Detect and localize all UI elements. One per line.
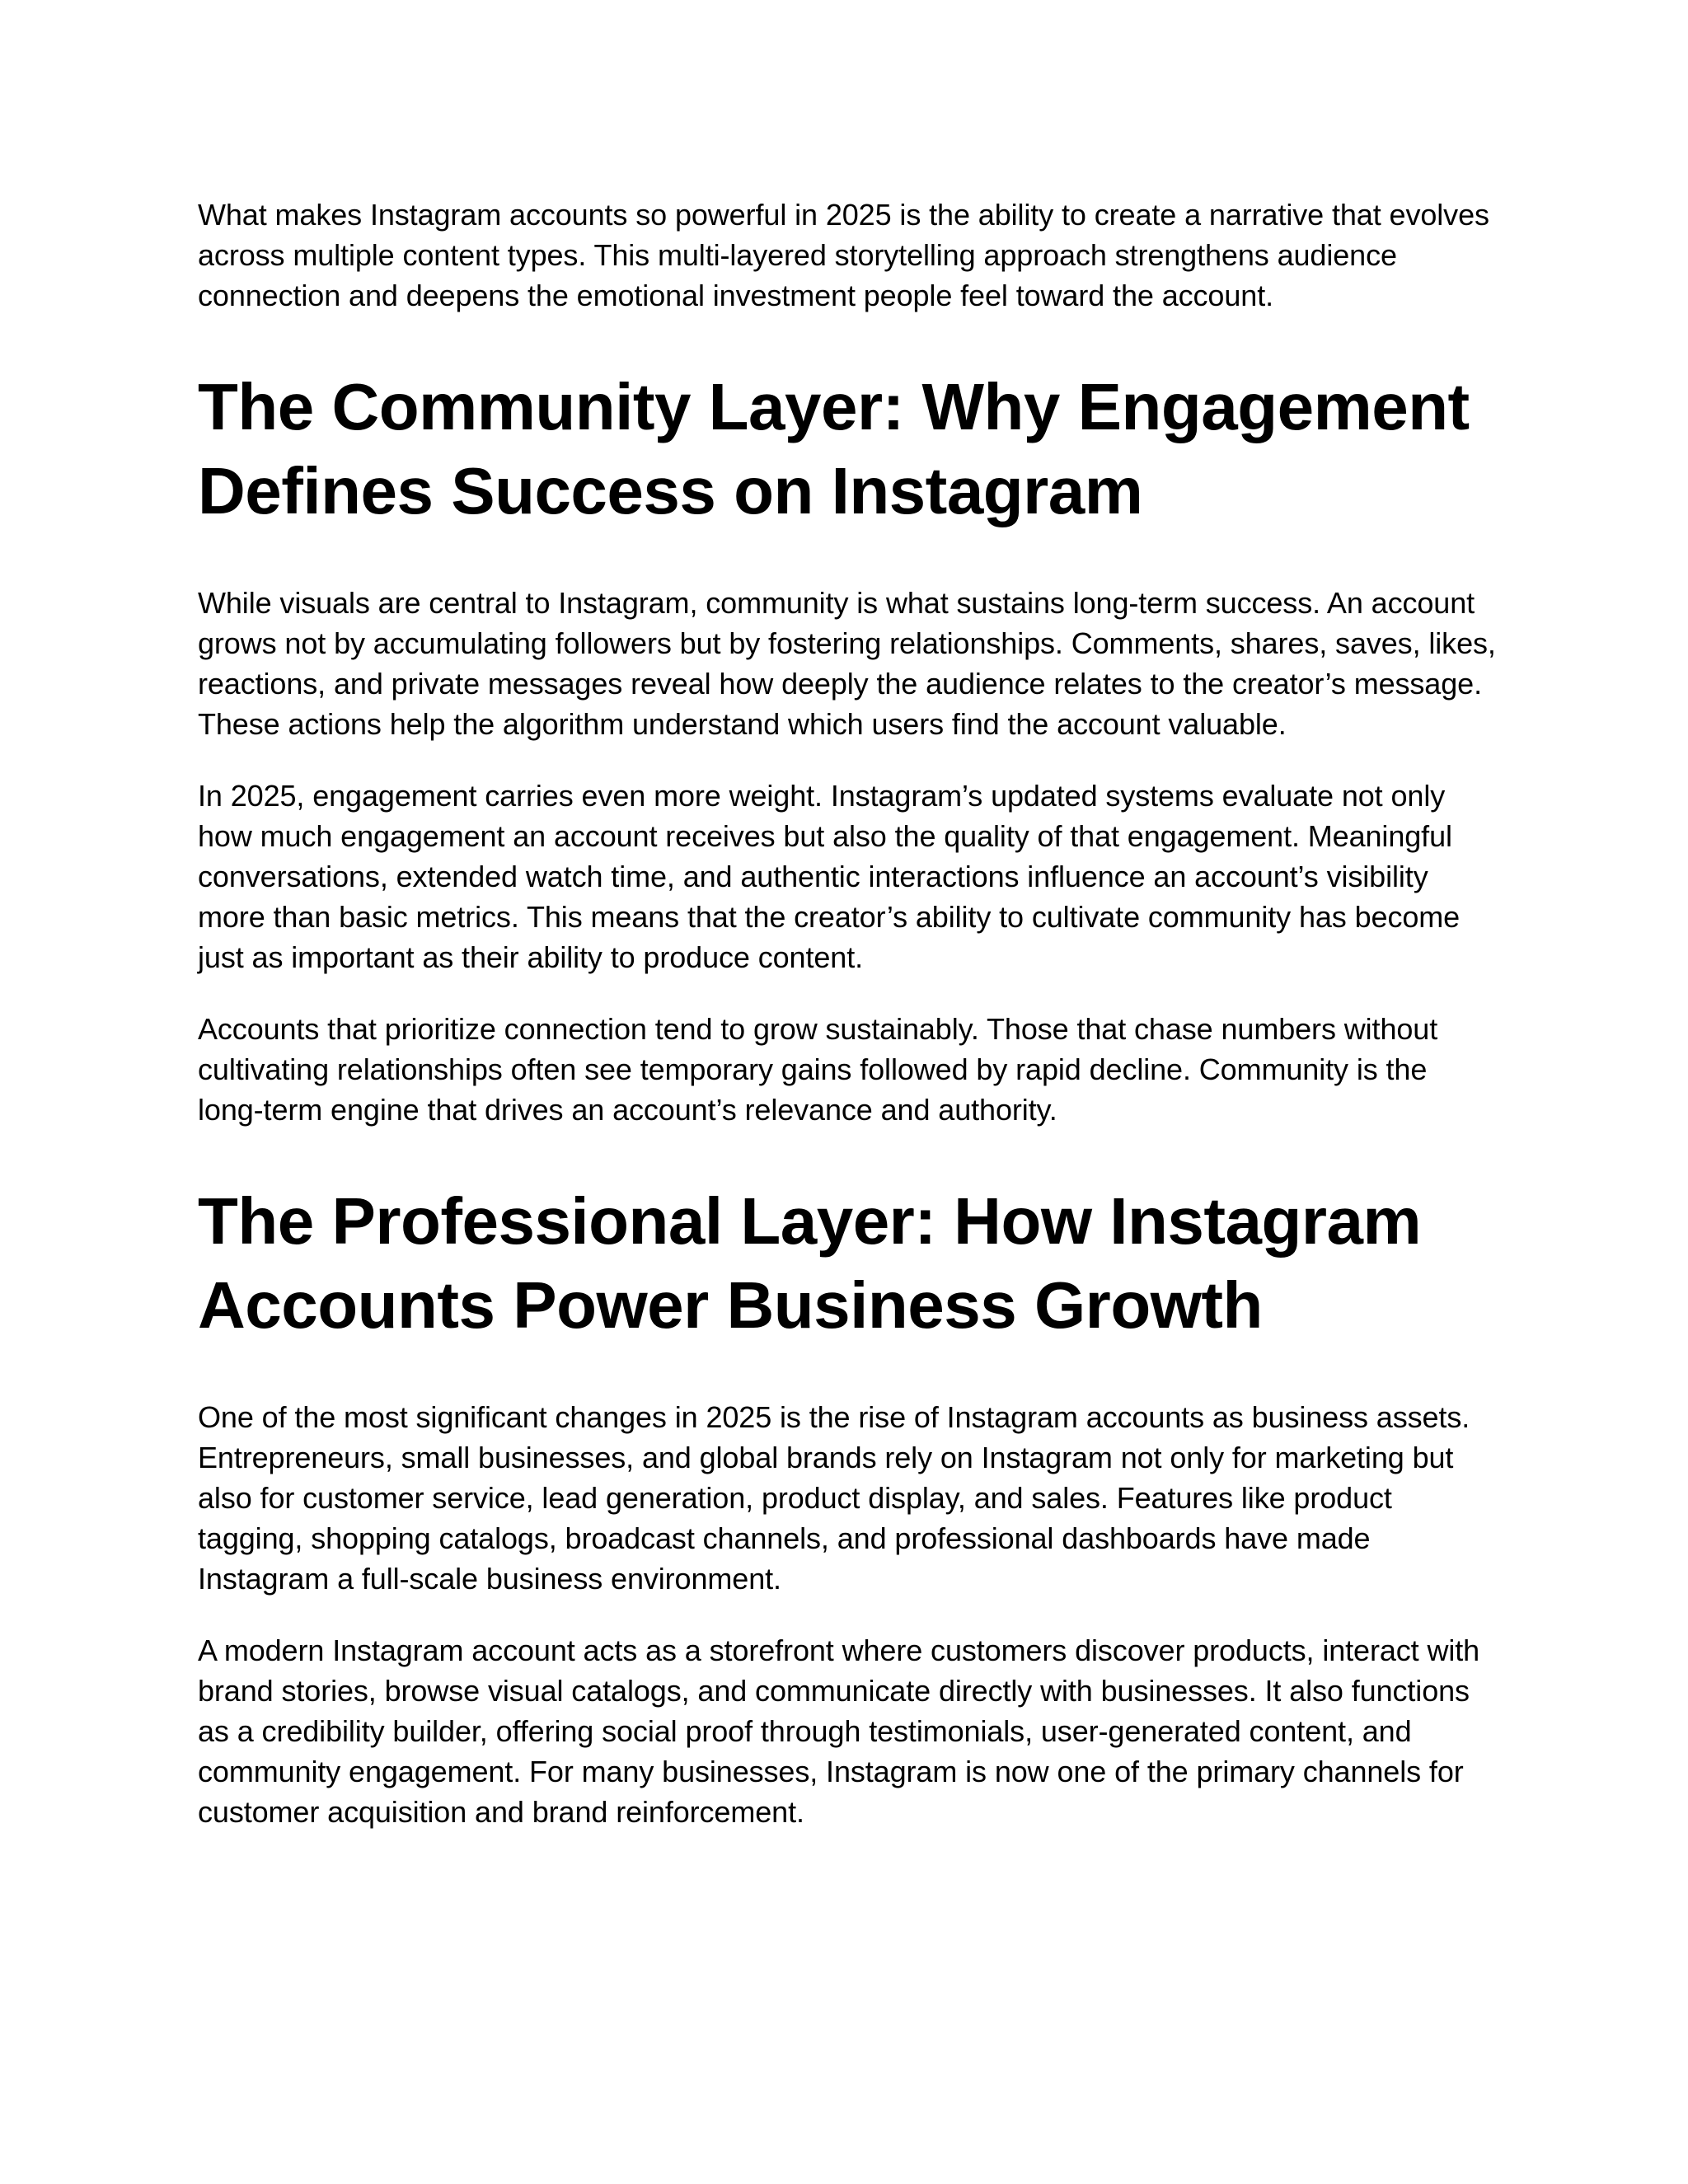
paragraph-community-1: While visuals are central to Instagram, community is what sustains long-term success. An account grows not by accumulating followers but by fostering relationships. Comments, shares, saves, likes, reactions, and private messages reveal how deeply the audience relates to the creator’s message. These actions help the algorithm understand which users find the account valuable. (198, 586, 1496, 741)
document-body (198, 194, 1500, 1863)
paragraph-community-2: In 2025, engagement carries even more weight. Instagram’s updated systems evaluate not only how much engagement an account receives but also the quality of that engagement. Meaningful conversations, extended watch time, and authentic interactions influence an account’s visibility more than basic metrics. This means that the creator’s ability to cultivate community has become just as important as their ability to produce content. (198, 779, 1461, 974)
section-professional-layer (198, 1179, 1500, 1832)
section-heading-community: The Community Layer: Why Engagement Defines Success on Instagram (198, 370, 1470, 527)
section-community-layer (198, 365, 1500, 1130)
section-heading-professional: The Professional Layer: How Instagram Accounts Power Business Growth (198, 1184, 1422, 1342)
paragraph-professional-1: One of the most significant changes in 2025 is the rise of Instagram accounts as business assets. Entrepreneurs, small businesses, and global brands rely on Instagram not only for marketing but also for customer service, lead generation, product display, and sales. Features like product tagging, shopping catalogs, broadcast channels, and professional dashboards have made Instagram a full-scale business environment. (198, 1400, 1470, 1596)
paragraph-community-3: Accounts that prioritize connection tend to grow sustainably. Those that chase numbers without cultivating relationships often see temporary gains followed by rapid decline. Community is the long-term engine that drives an account’s relevance and authority. (198, 1012, 1438, 1127)
intro-paragraph: What makes Instagram accounts so powerful in 2025 is the ability to create a narrative that evolves across multiple content types. This multi-layered storytelling approach strengthens audience connection and deepens the emotional investment people feel toward the account. (198, 198, 1489, 312)
paragraph-professional-2: A modern Instagram account acts as a storefront where customers discover products, interact with brand stories, browse visual catalogs, and communicate directly with businesses. It also functions as a credibility builder, offering social proof through testimonials, user-generated content, and community engagement. For many businesses, Instagram is now one of the primary channels for customer acquisition and brand reinforcement. (198, 1633, 1480, 1829)
